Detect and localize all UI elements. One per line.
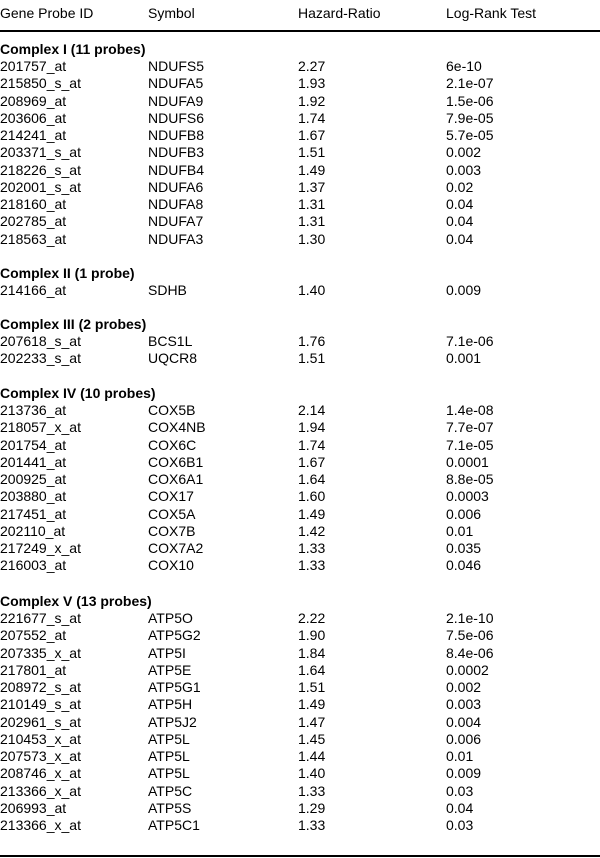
hazard-ratio-cell: 1.33 bbox=[298, 817, 326, 833]
probe-id-cell: 210453_x_at bbox=[0, 730, 81, 747]
table-row bbox=[0, 110, 600, 127]
column-header-probe: Gene Probe ID bbox=[0, 5, 94, 21]
section-title: Complex IV (10 probes) bbox=[0, 385, 156, 401]
table-row bbox=[0, 748, 600, 765]
log-rank-cell: 0.003 bbox=[446, 161, 482, 178]
table-row bbox=[0, 471, 600, 488]
probe-id-cell: 210149_s_at bbox=[0, 696, 81, 713]
symbol-cell: ATP5L bbox=[148, 748, 190, 764]
hazard-ratio-cell: 1.31 bbox=[298, 213, 326, 230]
symbol-cell: COX6C bbox=[148, 436, 197, 453]
log-rank-cell: 0.009 bbox=[446, 282, 482, 298]
probe-id-cell: 208969_at bbox=[0, 92, 67, 109]
hazard-ratio-cell: 1.64 bbox=[298, 471, 326, 487]
hazard-ratio-cell: 1.42 bbox=[298, 522, 326, 539]
table-row bbox=[0, 557, 600, 574]
log-rank-cell: 7.9e-05 bbox=[446, 109, 494, 126]
symbol-cell: ATP5C1 bbox=[148, 817, 200, 833]
column-header-symbol: Symbol bbox=[148, 5, 195, 21]
table-row bbox=[0, 506, 600, 523]
symbol-cell: COX5B bbox=[148, 402, 196, 418]
probe-id-cell: 207573_x_at bbox=[0, 748, 81, 764]
log-rank-cell: 0.01 bbox=[446, 748, 474, 764]
symbol-cell: NDUFB8 bbox=[148, 127, 205, 143]
probe-id-cell: 213736_at bbox=[0, 402, 67, 418]
table-row bbox=[0, 765, 600, 782]
hazard-ratio-cell: 1.60 bbox=[298, 488, 326, 505]
table-row bbox=[0, 800, 600, 817]
probe-id-cell: 203371_s_at bbox=[0, 144, 81, 161]
probe-id-cell: 217249_x_at bbox=[0, 540, 81, 556]
hazard-ratio-cell: 1.49 bbox=[298, 161, 326, 178]
log-rank-cell: 0.0003 bbox=[446, 488, 489, 505]
log-rank-cell: 0.04 bbox=[446, 213, 474, 230]
hazard-ratio-cell: 1.93 bbox=[298, 75, 326, 92]
symbol-cell: COX6B1 bbox=[148, 453, 204, 470]
table-row bbox=[0, 419, 600, 436]
probe-id-cell: 213366_x_at bbox=[0, 817, 81, 833]
probe-id-cell: 202110_at bbox=[0, 522, 66, 539]
hazard-ratio-cell: 1.45 bbox=[298, 730, 326, 747]
probe-id-cell: 218226_s_at bbox=[0, 161, 81, 178]
symbol-cell: NDUFS6 bbox=[148, 109, 205, 126]
table-row bbox=[0, 679, 600, 696]
probe-id-cell: 201441_at bbox=[0, 453, 67, 470]
hazard-ratio-cell: 1.33 bbox=[298, 540, 326, 556]
table-row bbox=[0, 282, 600, 299]
symbol-cell: BCS1L bbox=[148, 333, 193, 349]
symbol-cell: ATP5H bbox=[148, 696, 193, 713]
probe-id-cell: 217801_at bbox=[0, 661, 67, 678]
log-rank-cell: 8.8e-05 bbox=[446, 471, 494, 487]
probe-id-cell: 207335_x_at bbox=[0, 644, 81, 661]
log-rank-cell: 0.046 bbox=[446, 557, 482, 574]
table-row bbox=[0, 333, 600, 350]
hazard-ratio-cell: 1.94 bbox=[298, 419, 326, 436]
log-rank-cell: 0.035 bbox=[446, 540, 482, 556]
log-rank-cell: 0.006 bbox=[446, 730, 482, 747]
symbol-cell: NDUFA5 bbox=[148, 75, 204, 92]
symbol-cell: ATP5L bbox=[148, 730, 190, 747]
hazard-ratio-cell: 1.67 bbox=[298, 127, 326, 143]
symbol-cell: NDUFB4 bbox=[148, 161, 205, 178]
probe-id-cell: 206993_at bbox=[0, 799, 67, 816]
log-rank-cell: 6e-10 bbox=[446, 58, 482, 74]
symbol-cell: NDUFA6 bbox=[148, 178, 204, 195]
log-rank-cell: 0.01 bbox=[446, 522, 474, 539]
symbol-cell: COX17 bbox=[148, 488, 194, 505]
hazard-ratio-cell: 1.76 bbox=[298, 333, 326, 349]
hazard-ratio-cell: 1.40 bbox=[298, 282, 326, 298]
table-row bbox=[0, 523, 600, 540]
probe-id-cell: 203606_at bbox=[0, 109, 67, 126]
hazard-ratio-cell: 1.90 bbox=[298, 627, 326, 644]
hazard-ratio-cell: 1.33 bbox=[298, 782, 326, 799]
log-rank-cell: 8.4e-06 bbox=[446, 644, 494, 661]
table-row bbox=[0, 402, 600, 419]
probe-id-cell: 208972_s_at bbox=[0, 679, 81, 695]
log-rank-cell: 5.7e-05 bbox=[446, 127, 494, 143]
section-title: Complex III (2 probes) bbox=[0, 316, 147, 332]
table-row bbox=[0, 627, 600, 644]
hazard-ratio-cell: 1.51 bbox=[298, 350, 326, 367]
log-rank-cell: 7.1e-06 bbox=[446, 333, 494, 349]
log-rank-cell: 0.03 bbox=[446, 817, 474, 833]
probe-id-cell: 202001_s_at bbox=[0, 178, 81, 195]
symbol-cell: ATP5S bbox=[148, 799, 192, 816]
hazard-ratio-cell: 1.84 bbox=[298, 644, 326, 661]
hazard-ratio-cell: 1.37 bbox=[298, 178, 326, 195]
hazard-ratio-cell: 1.51 bbox=[298, 679, 326, 695]
log-rank-cell: 0.04 bbox=[446, 799, 474, 816]
symbol-cell: NDUFA9 bbox=[148, 92, 204, 109]
table-row bbox=[0, 231, 600, 248]
hazard-ratio-cell: 1.67 bbox=[298, 453, 326, 470]
symbol-cell: UQCR8 bbox=[148, 350, 198, 367]
table-row bbox=[0, 783, 600, 800]
table-row bbox=[0, 162, 600, 179]
log-rank-cell: 1.5e-06 bbox=[446, 92, 494, 109]
symbol-cell: ATP5J2 bbox=[148, 713, 197, 730]
hazard-ratio-cell: 2.22 bbox=[298, 610, 326, 626]
log-rank-cell: 2.1e-07 bbox=[446, 75, 494, 92]
probe-id-cell: 216003_at bbox=[0, 557, 67, 574]
section-title: Complex I (11 probes) bbox=[0, 41, 146, 57]
symbol-cell: ATP5G1 bbox=[148, 679, 201, 695]
section-title: Complex V (13 probes) bbox=[0, 593, 152, 609]
table-row bbox=[0, 817, 600, 834]
symbol-cell: COX5A bbox=[148, 505, 196, 522]
probe-id-cell: 218160_at bbox=[0, 196, 67, 212]
table-row bbox=[0, 213, 600, 230]
log-rank-cell: 0.03 bbox=[446, 782, 474, 799]
log-rank-cell: 1.4e-08 bbox=[446, 402, 494, 418]
table-row bbox=[0, 75, 600, 92]
probe-id-cell: 213366_x_at bbox=[0, 782, 81, 799]
hazard-ratio-cell: 1.29 bbox=[298, 799, 326, 816]
log-rank-cell: 0.002 bbox=[446, 679, 482, 695]
log-rank-cell: 0.004 bbox=[446, 713, 482, 730]
hazard-ratio-cell: 2.14 bbox=[298, 402, 326, 418]
hazard-ratio-cell: 1.64 bbox=[298, 661, 326, 678]
probe-id-cell: 201757_at bbox=[0, 58, 67, 74]
probe-id-cell: 202233_s_at bbox=[0, 350, 81, 367]
probe-id-cell: 203880_at bbox=[0, 488, 67, 505]
table-row bbox=[0, 179, 600, 196]
symbol-cell: ATP5E bbox=[148, 661, 192, 678]
table-row bbox=[0, 645, 600, 662]
log-rank-cell: 0.0001 bbox=[446, 453, 489, 470]
probe-id-cell: 218057_x_at bbox=[0, 419, 81, 436]
table-row bbox=[0, 488, 600, 505]
table-row bbox=[0, 610, 600, 627]
section-title: Complex II (1 probe) bbox=[0, 265, 135, 281]
hazard-ratio-cell: 1.33 bbox=[298, 557, 326, 574]
symbol-cell: ATP5C bbox=[148, 782, 193, 799]
log-rank-cell: 0.02 bbox=[446, 178, 474, 195]
hazard-ratio-cell: 1.49 bbox=[298, 505, 326, 522]
hazard-ratio-cell: 1.31 bbox=[298, 196, 326, 212]
probe-id-cell: 207552_at bbox=[0, 627, 67, 644]
log-rank-cell: 0.0002 bbox=[446, 661, 489, 678]
log-rank-cell: 7.7e-07 bbox=[446, 419, 494, 436]
log-rank-cell: 0.04 bbox=[446, 230, 474, 247]
symbol-cell: NDUFS5 bbox=[148, 58, 205, 74]
hazard-ratio-cell: 1.47 bbox=[298, 713, 326, 730]
probe-id-cell: 202961_s_at bbox=[0, 713, 81, 730]
probe-id-cell: 200925_at bbox=[0, 471, 67, 487]
hazard-ratio-cell: 1.51 bbox=[298, 144, 326, 161]
hazard-ratio-cell: 1.74 bbox=[298, 109, 326, 126]
symbol-cell: COX7A2 bbox=[148, 540, 204, 556]
table-row bbox=[0, 540, 600, 557]
log-rank-cell: 0.003 bbox=[446, 696, 482, 713]
log-rank-cell: 0.002 bbox=[446, 144, 482, 161]
hazard-ratio-cell: 1.40 bbox=[298, 765, 326, 782]
symbol-cell: ATP5I bbox=[148, 644, 186, 661]
symbol-cell: COX7B bbox=[148, 522, 196, 539]
hazard-ratio-cell: 1.30 bbox=[298, 230, 326, 247]
table-row bbox=[0, 196, 600, 213]
probe-id-cell: 221677_s_at bbox=[0, 610, 81, 626]
hazard-ratio-cell: 1.49 bbox=[298, 696, 326, 713]
log-rank-cell: 0.04 bbox=[446, 196, 474, 212]
table-row bbox=[0, 731, 600, 748]
table-row bbox=[0, 454, 600, 471]
log-rank-cell: 7.1e-05 bbox=[446, 436, 494, 453]
table-row bbox=[0, 127, 600, 144]
log-rank-cell: 0.006 bbox=[446, 505, 482, 522]
symbol-cell: NDUFA3 bbox=[148, 230, 204, 247]
table-row bbox=[0, 58, 600, 75]
column-header-hazard-ratio: Hazard-Ratio bbox=[298, 5, 381, 21]
symbol-cell: COX4NB bbox=[148, 419, 206, 436]
symbol-cell: ATP5G2 bbox=[148, 627, 201, 644]
probe-id-cell: 201754_at bbox=[0, 436, 67, 453]
symbol-cell: NDUFA8 bbox=[148, 196, 204, 212]
hazard-ratio-cell: 1.74 bbox=[298, 436, 326, 453]
symbol-cell: NDUFB3 bbox=[148, 144, 205, 161]
probe-id-cell: 202785_at bbox=[0, 213, 67, 230]
table-row bbox=[0, 696, 600, 713]
table-row bbox=[0, 437, 600, 454]
table-row bbox=[0, 714, 600, 731]
probe-id-cell: 215850_s_at bbox=[0, 75, 81, 92]
log-rank-cell: 7.5e-06 bbox=[446, 627, 494, 644]
probe-id-cell: 217451_at bbox=[0, 505, 67, 522]
table-row bbox=[0, 93, 600, 110]
symbol-cell: COX10 bbox=[148, 557, 194, 574]
log-rank-cell: 2.1e-10 bbox=[446, 610, 494, 626]
table-row bbox=[0, 144, 600, 161]
top-rule bbox=[0, 30, 600, 32]
symbol-cell: COX6A1 bbox=[148, 471, 204, 487]
probe-id-cell: 207618_s_at bbox=[0, 333, 81, 349]
probe-id-cell: 214241_at bbox=[0, 127, 67, 143]
hazard-ratio-cell: 1.44 bbox=[298, 748, 326, 764]
table-row bbox=[0, 662, 600, 679]
log-rank-cell: 0.009 bbox=[446, 765, 482, 782]
bottom-rule bbox=[0, 855, 600, 857]
symbol-cell: SDHB bbox=[148, 282, 187, 298]
probe-id-cell: 218563_at bbox=[0, 230, 67, 247]
table-row bbox=[0, 350, 600, 367]
table-header-row bbox=[0, 5, 600, 22]
column-header-log-rank: Log-Rank Test bbox=[446, 5, 537, 21]
hazard-ratio-cell: 2.27 bbox=[298, 58, 326, 74]
log-rank-cell: 0.001 bbox=[446, 350, 482, 367]
symbol-cell: NDUFA7 bbox=[148, 213, 204, 230]
symbol-cell: ATP5O bbox=[148, 610, 193, 626]
probe-id-cell: 208746_x_at bbox=[0, 765, 81, 782]
hazard-ratio-cell: 1.92 bbox=[298, 92, 326, 109]
probe-id-cell: 214166_at bbox=[0, 282, 67, 298]
symbol-cell: ATP5L bbox=[148, 765, 190, 782]
